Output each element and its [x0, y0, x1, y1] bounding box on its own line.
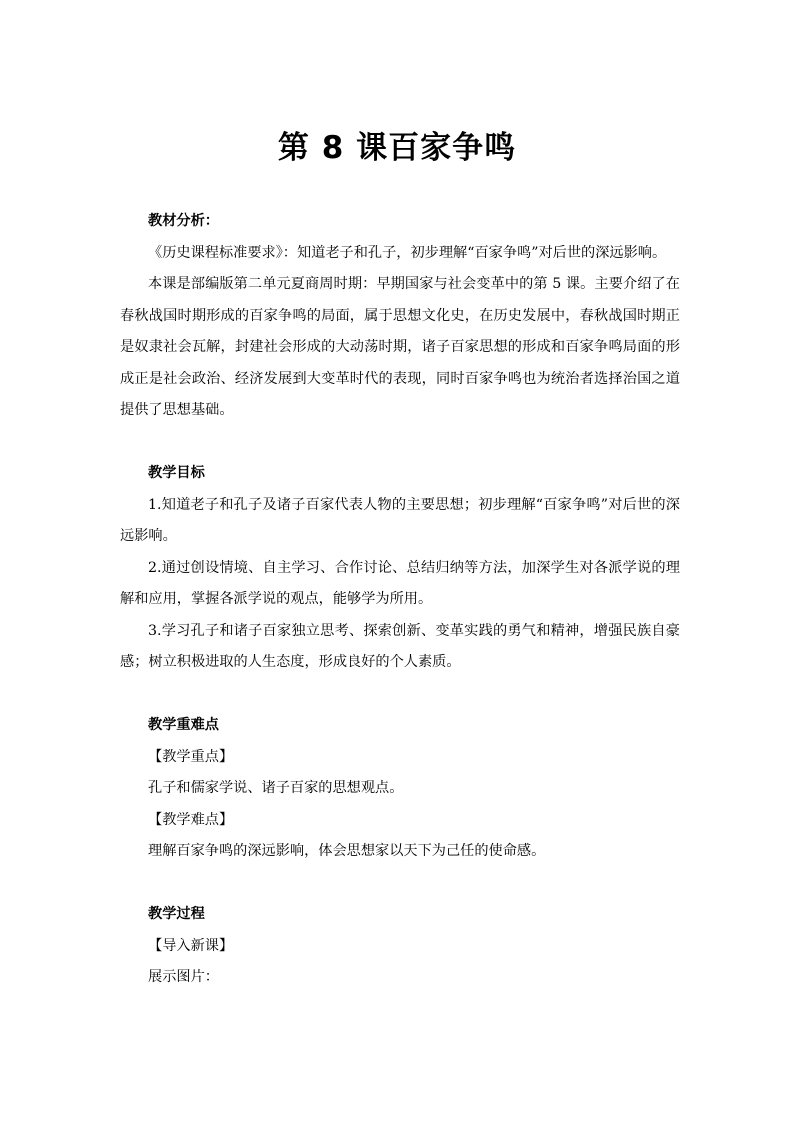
intro-label: 【导入新课】 [148, 937, 234, 954]
analysis-description-paragraph: 本课是部编版第二单元夏商周时期：早期国家与社会变革中的第 5 课。主要介绍了在春秋战国时期形成的百家争鸣的局面，属于思想文化史，在历史发展中，春秋战国时期正是奴隶社会瓦解，封建社会形成的大动荡时期，诸子百家思想的形成和百家争鸣局面的形成正是社会政治、经济发展到大变革时代的表现，同时百家争鸣也为统治者选择治国之道提供了思想基础。 [120, 276, 680, 418]
focus-text: 孔子和儒家学说、诸子百家的思想观点。 [148, 780, 404, 796]
goal-item-1: 1.知道老子和孔子及诸子百家代表人物的主要思想；初步理解“百家争鸣”对后世的深远影响。 [120, 496, 680, 544]
goal-item-2: 2.通过创设情境、自主学习、合作讨论、总结归纳等方法，加深学生对各派学说的理解和应用，掌握各派学说的观点，能够学为所用。 [120, 559, 680, 607]
analysis-standard-paragraph: 《历史课程标准要求》：知道老子和孔子，初步理解“百家争鸣”对后世的深远影响。 [148, 244, 667, 261]
document-body [120, 206, 680, 994]
section-heading-process: 教学过程 [148, 906, 205, 922]
difficulty-text: 理解百家争鸣的深远影响，体会思想家以天下为己任的使命感。 [148, 843, 546, 859]
focus-label: 【教学重点】 [148, 748, 234, 765]
page-title: 第 8 课百家争鸣 [277, 130, 517, 166]
intro-text: 展示图片： [148, 969, 219, 985]
difficulty-label: 【教学难点】 [148, 811, 234, 828]
section-heading-keypoints: 教学重难点 [148, 717, 219, 733]
section-heading-goals: 教学目标 [148, 465, 205, 481]
goal-item-3: 3.学习孔子和诸子百家独立思考、探索创新、变革实践的勇气和精神，增强民族自豪感；树立积极进取的人生态度，形成良好的个人素质。 [120, 622, 680, 670]
section-heading-analysis: 教材分析： [148, 213, 219, 229]
